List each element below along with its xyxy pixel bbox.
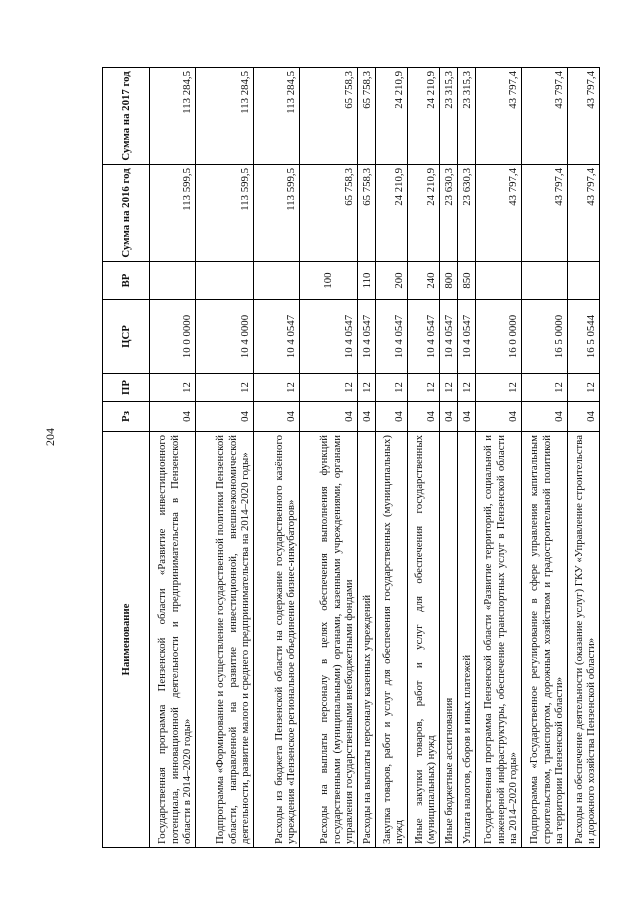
row-vr xyxy=(254,262,300,300)
header-rz: Рз xyxy=(103,402,150,432)
row-sum-2016: 43 797,4 xyxy=(476,165,522,262)
table-row xyxy=(440,68,458,848)
row-csr: 16 5 0000 xyxy=(522,300,568,374)
row-csr: 10 4 0547 xyxy=(300,300,358,374)
row-rz: 04 xyxy=(254,402,300,432)
table-header-row xyxy=(103,68,150,848)
row-csr: 16 5 0544 xyxy=(568,300,600,374)
row-sum-2017: 113 284,5 xyxy=(150,68,196,165)
row-rz: 04 xyxy=(522,402,568,432)
row-csr: 16 0 0000 xyxy=(476,300,522,374)
row-pr: 12 xyxy=(522,374,568,402)
row-pr: 12 xyxy=(358,374,376,402)
row-vr xyxy=(150,262,196,300)
row-sum-2016: 23 630,3 xyxy=(440,165,458,262)
row-rz: 04 xyxy=(568,402,600,432)
row-vr: 850 xyxy=(458,262,476,300)
row-vr xyxy=(568,262,600,300)
table-row xyxy=(300,68,358,848)
header-pr: ПР xyxy=(103,374,150,402)
row-vr: 800 xyxy=(440,262,458,300)
header-sum-2017: Сумма на 2017 год xyxy=(103,68,150,165)
header-sum-2016: Сумма на 2016 год xyxy=(103,165,150,262)
row-name: Подпрограмма «Формирование и осуществление государственной политики Пензенской области, направленной на развитие инвестиционной, внешнеэкономической деятельности, развитие малого и среднего предпринимательства на 2014–2020 годы» xyxy=(196,432,254,848)
row-rz: 04 xyxy=(150,402,196,432)
row-sum-2016: 113 599,5 xyxy=(196,165,254,262)
row-name: Закупка товаров, работ и услуг для обеспечения государственных (муниципальных) нужд xyxy=(376,432,408,848)
row-vr: 110 xyxy=(358,262,376,300)
row-pr: 12 xyxy=(440,374,458,402)
row-sum-2016: 24 210,9 xyxy=(376,165,408,262)
row-vr: 100 xyxy=(300,262,358,300)
row-rz: 04 xyxy=(440,402,458,432)
table-row xyxy=(196,68,254,848)
row-sum-2017: 43 797,4 xyxy=(522,68,568,165)
row-csr: 10 4 0547 xyxy=(358,300,376,374)
row-sum-2016: 24 210,9 xyxy=(408,165,440,262)
row-sum-2017: 24 210,9 xyxy=(376,68,408,165)
row-pr: 12 xyxy=(196,374,254,402)
page-number: 204 xyxy=(43,428,57,446)
row-name: Расходы на обеспечение деятельности (оказание услуг) ГКУ «Управление строительства и дорожного хозяйства Пензенской области» xyxy=(568,432,600,848)
row-rz: 04 xyxy=(196,402,254,432)
row-pr: 12 xyxy=(254,374,300,402)
row-sum-2016: 65 758,3 xyxy=(300,165,358,262)
table-row xyxy=(522,68,568,848)
row-name: Иные закупки товаров, работ и услуг для обеспечения государственных (муниципальных) нужд xyxy=(408,432,440,848)
table-row xyxy=(568,68,600,848)
row-sum-2017: 23 315,3 xyxy=(458,68,476,165)
row-csr: 10 4 0547 xyxy=(254,300,300,374)
table-row xyxy=(376,68,408,848)
row-sum-2016: 23 630,3 xyxy=(458,165,476,262)
row-vr: 240 xyxy=(408,262,440,300)
row-rz: 04 xyxy=(300,402,358,432)
table-row xyxy=(358,68,376,848)
table-row xyxy=(150,68,196,848)
row-name: Расходы на выплаты персоналу в целях обеспечения выполнения функций государственными (муниципальными) органами, казенными учреждениями, органами управления государственными внебюджетными фондами xyxy=(300,432,358,848)
row-sum-2016: 113 599,5 xyxy=(150,165,196,262)
row-vr xyxy=(476,262,522,300)
row-name: Расходы из бюджета Пензенской области на содержание государственного казённого учреждения «Пензенское региональное объединение бизнес-инкубаторов» xyxy=(254,432,300,848)
row-sum-2017: 43 797,4 xyxy=(568,68,600,165)
table-body xyxy=(150,68,600,848)
row-name: Государственная программа Пензенской области «Развитие территорий, социальной и инженерной инфраструктуры, обеспечение транспортных услуг в Пензенской области на 2014–2020 годы» xyxy=(476,432,522,848)
row-csr: 10 4 0547 xyxy=(408,300,440,374)
row-vr xyxy=(196,262,254,300)
row-pr: 12 xyxy=(476,374,522,402)
row-csr: 10 4 0547 xyxy=(440,300,458,374)
row-sum-2017: 65 758,3 xyxy=(358,68,376,165)
row-sum-2016: 65 758,3 xyxy=(358,165,376,262)
row-name: Государственная программа Пензенской области «Развитие инвестиционного потенциала, инновационной деятельности и предпринимательства в Пензенской области в 2014–2020 годы» xyxy=(150,432,196,848)
row-rz: 04 xyxy=(408,402,440,432)
header-csr: ЦСР xyxy=(103,300,150,374)
table-row xyxy=(408,68,440,848)
row-vr xyxy=(522,262,568,300)
row-sum-2017: 23 315,3 xyxy=(440,68,458,165)
header-name: Наименование xyxy=(103,432,150,848)
row-name: Подпрограмма «Государственное регулирование в сфере управления капитальным строительством, транспортом, дорожным хозяйством и градостроительной политикой на территории Пензенской области» xyxy=(522,432,568,848)
table-row xyxy=(476,68,522,848)
row-rz: 04 xyxy=(476,402,522,432)
row-sum-2017: 43 797,4 xyxy=(476,68,522,165)
row-csr: 10 4 0547 xyxy=(376,300,408,374)
row-pr: 12 xyxy=(458,374,476,402)
row-rz: 04 xyxy=(458,402,476,432)
row-csr: 10 4 0000 xyxy=(196,300,254,374)
table-row xyxy=(458,68,476,848)
row-sum-2017: 24 210,9 xyxy=(408,68,440,165)
row-csr: 10 0 0000 xyxy=(150,300,196,374)
row-sum-2016: 43 797,4 xyxy=(568,165,600,262)
row-sum-2016: 113 599,5 xyxy=(254,165,300,262)
row-name: Расходы на выплаты персоналу казенных учреждений xyxy=(358,432,376,848)
row-pr: 12 xyxy=(300,374,358,402)
row-rz: 04 xyxy=(358,402,376,432)
row-pr: 12 xyxy=(568,374,600,402)
header-vr: ВР xyxy=(103,262,150,300)
row-sum-2017: 65 758,3 xyxy=(300,68,358,165)
budget-table-container xyxy=(102,68,640,848)
row-name: Иные бюджетные ассигнования xyxy=(440,432,458,848)
budget-table xyxy=(102,67,600,848)
row-pr: 12 xyxy=(408,374,440,402)
table-row xyxy=(254,68,300,848)
row-sum-2016: 43 797,4 xyxy=(522,165,568,262)
row-rz: 04 xyxy=(376,402,408,432)
row-pr: 12 xyxy=(150,374,196,402)
row-sum-2017: 113 284,5 xyxy=(196,68,254,165)
row-vr: 200 xyxy=(376,262,408,300)
row-sum-2017: 113 284,5 xyxy=(254,68,300,165)
row-pr: 12 xyxy=(376,374,408,402)
row-csr: 10 4 0547 xyxy=(458,300,476,374)
row-name: Уплата налогов, сборов и иных платежей xyxy=(458,432,476,848)
